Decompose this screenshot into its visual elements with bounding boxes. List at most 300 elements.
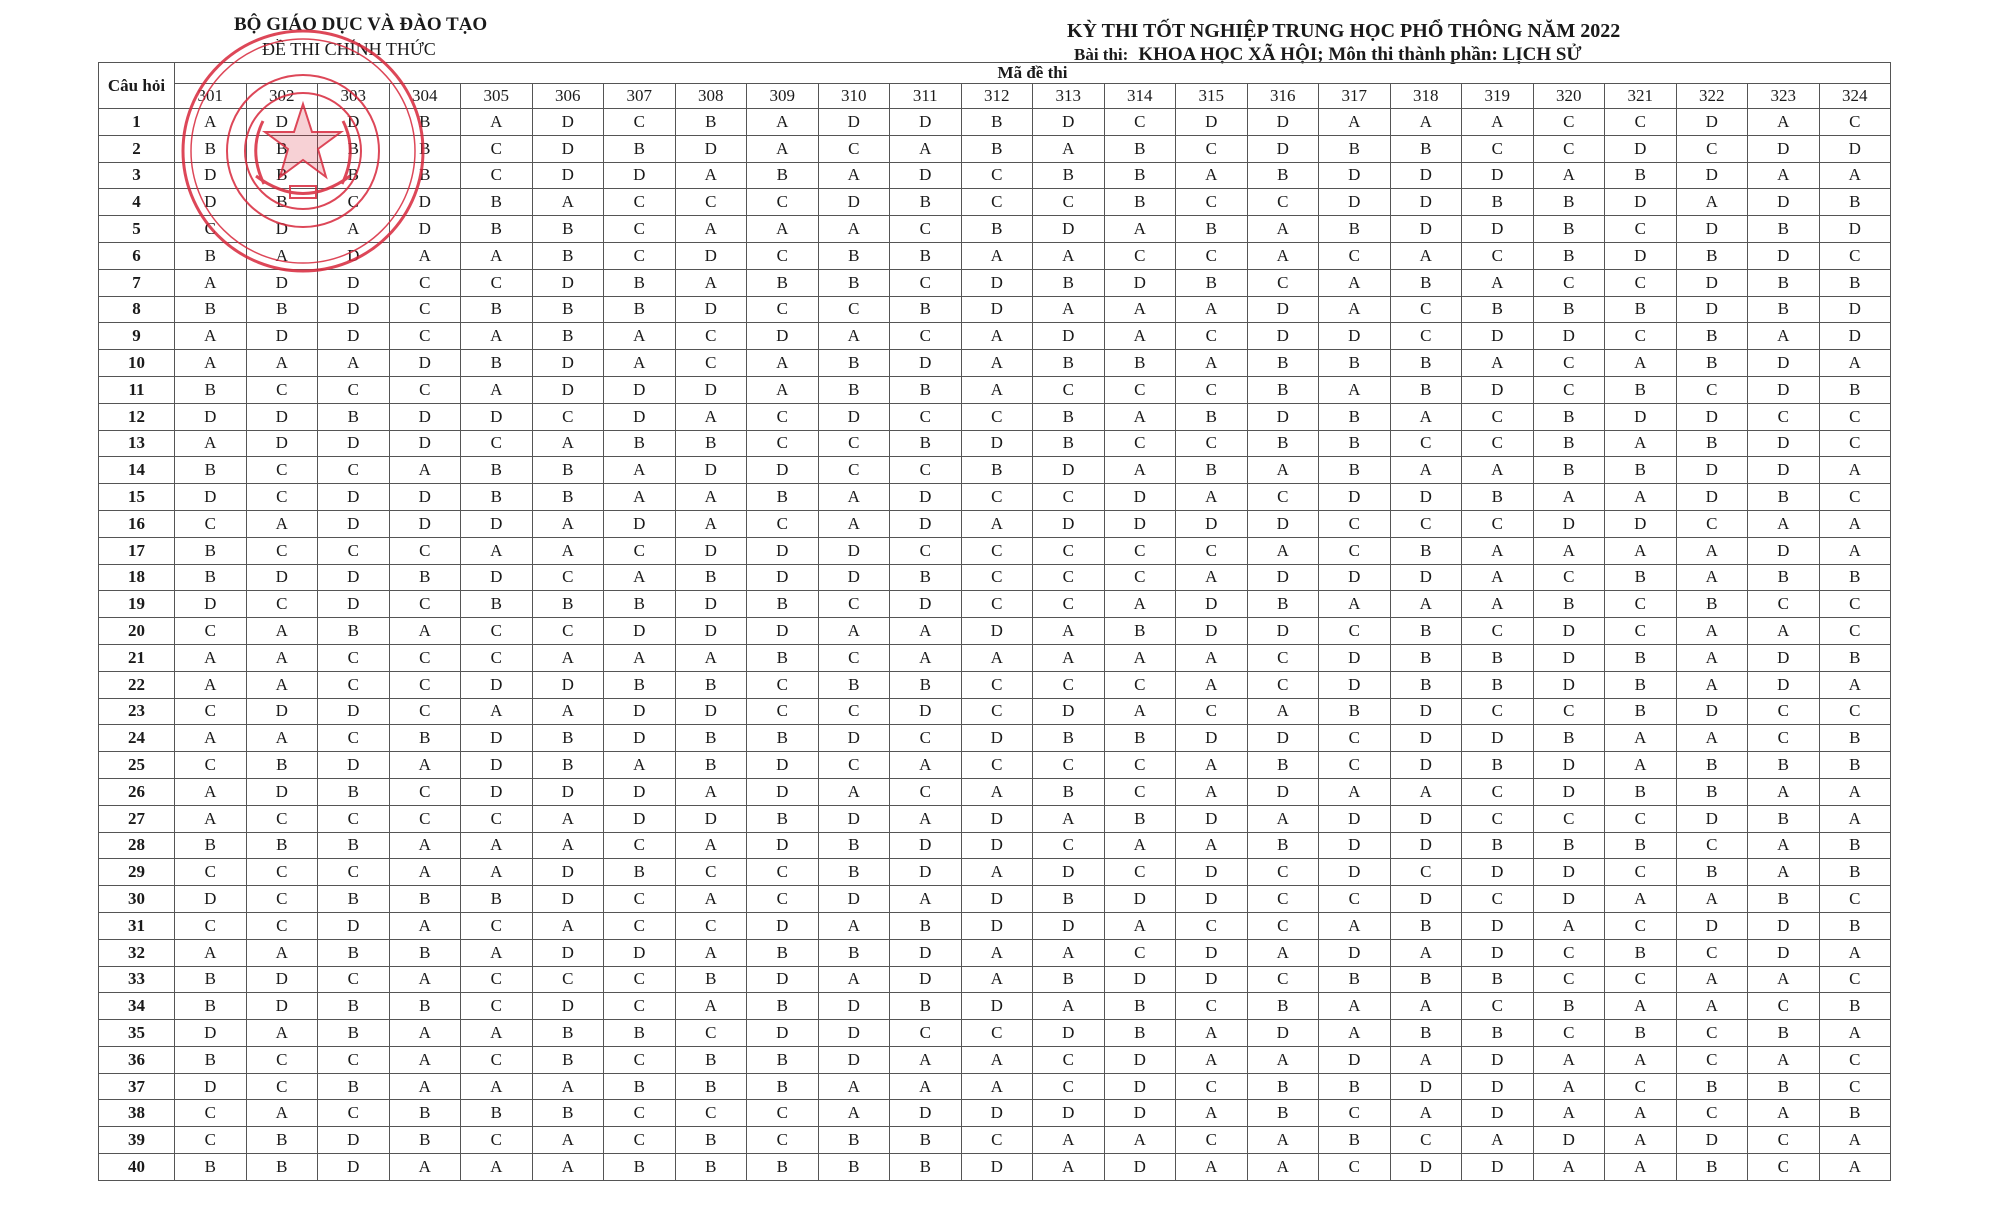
table-row	[99, 939, 1891, 966]
answer-cell: B	[175, 564, 247, 591]
answer-cell: A	[1748, 966, 1820, 993]
answer-cell: B	[1819, 912, 1891, 939]
answer-cell: A	[389, 832, 461, 859]
answer-cell: A	[389, 912, 461, 939]
answer-cell: B	[532, 591, 604, 618]
answer-cell: B	[747, 1046, 819, 1073]
answer-cell: A	[1605, 484, 1677, 511]
answer-cell: B	[1605, 457, 1677, 484]
answer-cell: B	[318, 1020, 390, 1047]
answer-cell: B	[1676, 778, 1748, 805]
question-number: 20	[99, 618, 175, 645]
answer-cell: D	[747, 618, 819, 645]
answer-cell: A	[532, 189, 604, 216]
answer-cell: C	[246, 1046, 318, 1073]
answer-cell: B	[1676, 591, 1748, 618]
answer-cell: D	[1819, 216, 1891, 243]
answer-cell: C	[318, 805, 390, 832]
answer-cell: B	[747, 162, 819, 189]
answer-cell: A	[532, 1073, 604, 1100]
answer-cell: A	[675, 939, 747, 966]
answer-cell: C	[1104, 564, 1176, 591]
answer-cell: A	[1676, 644, 1748, 671]
answer-cell: A	[1176, 484, 1248, 511]
answer-cell: A	[461, 832, 533, 859]
table-row	[99, 725, 1891, 752]
answer-cell: D	[461, 671, 533, 698]
answer-cell: D	[1390, 162, 1462, 189]
answer-cell: C	[604, 242, 676, 269]
answer-cell: B	[1319, 1073, 1391, 1100]
answer-cell: A	[461, 859, 533, 886]
answer-cell: C	[1748, 403, 1820, 430]
answer-cell: B	[604, 135, 676, 162]
answer-cell: B	[1748, 269, 1820, 296]
answer-cell: D	[1319, 189, 1391, 216]
answer-cell: A	[1533, 537, 1605, 564]
answer-cell: B	[675, 725, 747, 752]
answer-cell: B	[961, 216, 1033, 243]
question-number: 15	[99, 484, 175, 511]
answer-cell: D	[818, 403, 890, 430]
table-row	[99, 993, 1891, 1020]
answer-cell: B	[461, 1100, 533, 1127]
answer-cell: C	[1104, 859, 1176, 886]
answer-cell: C	[747, 510, 819, 537]
answer-cell: A	[675, 216, 747, 243]
answer-cell: B	[1462, 296, 1534, 323]
answer-cell: D	[604, 805, 676, 832]
answer-cell: D	[604, 510, 676, 537]
answer-cell: A	[461, 1020, 533, 1047]
answer-cell: A	[1533, 484, 1605, 511]
answer-cell: D	[747, 564, 819, 591]
answer-cell: C	[175, 216, 247, 243]
answer-cell: A	[1033, 939, 1105, 966]
question-number: 19	[99, 591, 175, 618]
answer-cell: C	[1462, 805, 1534, 832]
answer-cell: D	[532, 778, 604, 805]
answer-cell: B	[1462, 752, 1534, 779]
answer-cell: B	[1605, 376, 1677, 403]
answer-cell: C	[818, 296, 890, 323]
answer-cell: C	[604, 912, 676, 939]
answer-cell: D	[246, 966, 318, 993]
answer-cell: A	[961, 510, 1033, 537]
answer-cell: A	[604, 752, 676, 779]
answer-cell: A	[818, 510, 890, 537]
answer-cell: A	[1462, 537, 1534, 564]
answer-cell: A	[675, 993, 747, 1020]
answer-cell: D	[318, 591, 390, 618]
answer-cell: A	[1819, 671, 1891, 698]
answer-cell: D	[175, 886, 247, 913]
answer-cell: D	[747, 457, 819, 484]
answer-cell: A	[1390, 403, 1462, 430]
exam-code-306: 306	[532, 84, 604, 109]
question-number: 9	[99, 323, 175, 350]
exam-code-317: 317	[1319, 84, 1391, 109]
answer-cell: D	[1748, 242, 1820, 269]
answer-cell: C	[1247, 484, 1319, 511]
answer-cell: D	[318, 1127, 390, 1154]
answer-cell: D	[318, 242, 390, 269]
answer-cell: C	[461, 135, 533, 162]
answer-cell: A	[461, 537, 533, 564]
question-number: 40	[99, 1154, 175, 1181]
answer-cell: A	[1176, 644, 1248, 671]
answer-cell: B	[1033, 430, 1105, 457]
answer-cell: A	[675, 269, 747, 296]
answer-cell: A	[175, 323, 247, 350]
question-number: 32	[99, 939, 175, 966]
answer-cell: D	[961, 886, 1033, 913]
answer-cell: A	[961, 939, 1033, 966]
table-row	[99, 269, 1891, 296]
answer-cell: D	[1533, 778, 1605, 805]
table-row	[99, 135, 1891, 162]
answer-cell: B	[1533, 403, 1605, 430]
question-number: 4	[99, 189, 175, 216]
answer-cell: B	[747, 644, 819, 671]
answer-cell: A	[1104, 1127, 1176, 1154]
subject-text: KHOA HỌC XÃ HỘI; Môn thi thành phần: LỊCH SỬ	[1138, 44, 1582, 65]
answer-cell: B	[318, 403, 390, 430]
answer-cell: D	[1533, 510, 1605, 537]
answer-cell: D	[389, 510, 461, 537]
table-row	[99, 1073, 1891, 1100]
answer-cell: A	[389, 1046, 461, 1073]
exam-code-313: 313	[1033, 84, 1105, 109]
answer-cell: A	[246, 350, 318, 377]
answer-cell: A	[1104, 457, 1176, 484]
answer-cell: D	[1033, 323, 1105, 350]
question-number: 13	[99, 430, 175, 457]
answer-cell: D	[246, 216, 318, 243]
answer-cell: C	[1176, 242, 1248, 269]
answer-cell: B	[175, 242, 247, 269]
answer-cell: A	[246, 1100, 318, 1127]
answer-cell: B	[1462, 832, 1534, 859]
answer-cell: C	[961, 1127, 1033, 1154]
answer-cell: A	[1748, 1100, 1820, 1127]
answer-cell: B	[1104, 350, 1176, 377]
answer-cell: B	[1247, 430, 1319, 457]
question-number: 31	[99, 912, 175, 939]
answer-cell: D	[747, 1020, 819, 1047]
answer-cell: D	[818, 993, 890, 1020]
answer-cell: A	[1605, 1100, 1677, 1127]
answer-cell: C	[175, 618, 247, 645]
answer-cell: A	[675, 162, 747, 189]
answer-cell: C	[532, 966, 604, 993]
answer-cell: D	[890, 510, 962, 537]
answer-cell: C	[1176, 430, 1248, 457]
answer-cell: C	[1676, 510, 1748, 537]
answer-cell: B	[1033, 966, 1105, 993]
answer-cell: B	[1390, 269, 1462, 296]
answer-cell: D	[1748, 671, 1820, 698]
answer-cell: D	[1605, 403, 1677, 430]
answer-cell: B	[890, 376, 962, 403]
answer-cell: B	[1676, 752, 1748, 779]
answer-cell: A	[175, 644, 247, 671]
answer-cell: A	[1176, 1020, 1248, 1047]
answer-cell: C	[1319, 886, 1391, 913]
answer-cell: A	[1748, 1046, 1820, 1073]
answer-cell: C	[675, 189, 747, 216]
answer-cell: C	[175, 510, 247, 537]
answer-cell: B	[1533, 591, 1605, 618]
answer-cell: A	[961, 242, 1033, 269]
answer-cell: D	[818, 109, 890, 136]
answer-cell: A	[532, 805, 604, 832]
answer-cell: B	[1104, 162, 1176, 189]
answer-cell: D	[532, 939, 604, 966]
answer-cell: D	[890, 591, 962, 618]
answer-cell: A	[1390, 993, 1462, 1020]
answer-cell: D	[961, 832, 1033, 859]
answer-cell: A	[246, 618, 318, 645]
answer-cell: B	[1676, 430, 1748, 457]
answer-cell: C	[246, 859, 318, 886]
answer-cell: D	[1176, 510, 1248, 537]
answer-cell: C	[246, 1073, 318, 1100]
answer-cell: B	[1390, 537, 1462, 564]
answer-cell: B	[747, 725, 819, 752]
answer-cell: B	[389, 939, 461, 966]
answer-cell: A	[818, 323, 890, 350]
answer-cell: A	[890, 1046, 962, 1073]
answer-cell: C	[389, 698, 461, 725]
answer-cell: C	[1819, 966, 1891, 993]
answer-cell: B	[1819, 564, 1891, 591]
answer-cell: D	[1676, 296, 1748, 323]
answer-cell: D	[961, 1100, 1033, 1127]
answer-cell: D	[246, 403, 318, 430]
answer-cell: C	[1533, 966, 1605, 993]
answer-cell: D	[1390, 189, 1462, 216]
answer-cell: D	[1533, 644, 1605, 671]
answer-cell: B	[532, 484, 604, 511]
answer-cell: D	[675, 618, 747, 645]
answer-cell: A	[890, 644, 962, 671]
answer-cell: C	[747, 430, 819, 457]
question-number: 5	[99, 216, 175, 243]
answer-cell: A	[1104, 323, 1176, 350]
answer-cell: B	[1462, 644, 1534, 671]
answer-cell: D	[961, 993, 1033, 1020]
answer-cell: D	[1462, 162, 1534, 189]
table-row	[99, 403, 1891, 430]
answer-cell: A	[1819, 510, 1891, 537]
answer-cell: D	[1033, 698, 1105, 725]
answer-cell: B	[175, 376, 247, 403]
answer-cell: D	[747, 778, 819, 805]
answer-cell: A	[175, 109, 247, 136]
question-number: 17	[99, 537, 175, 564]
answer-cell: B	[1462, 1020, 1534, 1047]
table-row	[99, 778, 1891, 805]
answer-cell: C	[1748, 993, 1820, 1020]
answer-cell: D	[318, 296, 390, 323]
answer-cell: C	[461, 618, 533, 645]
answer-cell: D	[604, 618, 676, 645]
answer-cell: B	[1748, 296, 1820, 323]
exam-code-316: 316	[1247, 84, 1319, 109]
answer-cell: B	[1748, 1020, 1820, 1047]
answer-cell: D	[1390, 1073, 1462, 1100]
answer-cell: D	[1676, 457, 1748, 484]
answer-cell: D	[246, 993, 318, 1020]
answer-cell: A	[604, 484, 676, 511]
answer-cell: C	[318, 644, 390, 671]
question-number: 18	[99, 564, 175, 591]
answer-cell: A	[389, 1020, 461, 1047]
table-row	[99, 189, 1891, 216]
answer-cell: D	[1319, 939, 1391, 966]
answer-cell: B	[318, 993, 390, 1020]
answer-cell: C	[1605, 912, 1677, 939]
answer-cell: A	[1819, 162, 1891, 189]
answer-cell: C	[1247, 886, 1319, 913]
answer-cell: B	[1748, 886, 1820, 913]
answer-cell: D	[1390, 725, 1462, 752]
answer-cell: B	[818, 1127, 890, 1154]
answer-cell: B	[532, 1046, 604, 1073]
answer-cell: A	[604, 323, 676, 350]
answer-cell: C	[961, 537, 1033, 564]
table-row	[99, 671, 1891, 698]
answer-cell: B	[461, 296, 533, 323]
answer-cell: C	[461, 1046, 533, 1073]
answer-cell: B	[818, 1154, 890, 1181]
answer-cell: D	[389, 430, 461, 457]
answer-cell: D	[1390, 564, 1462, 591]
answer-cell: B	[604, 1154, 676, 1181]
answer-cell: D	[1104, 269, 1176, 296]
answer-cell: B	[532, 752, 604, 779]
answer-cell: B	[1176, 269, 1248, 296]
answer-cell: D	[1319, 484, 1391, 511]
answer-cell: B	[532, 457, 604, 484]
answer-cell: D	[961, 805, 1033, 832]
answer-cell: A	[961, 323, 1033, 350]
answer-cell: C	[604, 216, 676, 243]
answer-cell: D	[890, 859, 962, 886]
answer-cell: C	[1533, 376, 1605, 403]
answer-cell: D	[1104, 484, 1176, 511]
table-row	[99, 644, 1891, 671]
table-row	[99, 886, 1891, 913]
answer-cell: A	[1605, 430, 1677, 457]
answer-cell: A	[532, 510, 604, 537]
answer-cell: B	[604, 1020, 676, 1047]
answer-cell: D	[675, 698, 747, 725]
answer-cell: A	[1176, 162, 1248, 189]
answer-cell: C	[604, 109, 676, 136]
answer-cell: A	[389, 859, 461, 886]
answer-cell: B	[389, 162, 461, 189]
answer-cell: C	[1605, 216, 1677, 243]
answer-cell: D	[246, 323, 318, 350]
answer-cell: A	[1819, 778, 1891, 805]
question-number: 21	[99, 644, 175, 671]
answer-cell: B	[1748, 564, 1820, 591]
answer-cell: C	[675, 350, 747, 377]
answer-cell: D	[1104, 1100, 1176, 1127]
answer-cell: A	[961, 778, 1033, 805]
answer-cell: D	[1748, 457, 1820, 484]
answer-cell: B	[246, 832, 318, 859]
answer-cell: C	[1033, 671, 1105, 698]
answer-cell: D	[318, 269, 390, 296]
answer-cell: A	[1533, 1046, 1605, 1073]
answer-cell: B	[175, 832, 247, 859]
answer-cell: C	[961, 484, 1033, 511]
answer-cell: C	[1104, 430, 1176, 457]
answer-cell: D	[1676, 109, 1748, 136]
answer-cell: D	[1819, 323, 1891, 350]
answer-cell: A	[1748, 832, 1820, 859]
answer-cell: A	[675, 832, 747, 859]
answer-cell: B	[1033, 403, 1105, 430]
table-row	[99, 966, 1891, 993]
answer-cell: D	[246, 430, 318, 457]
official-exam-label: ĐỀ THI CHÍNH THỨC	[262, 39, 436, 59]
answer-cell: C	[1247, 269, 1319, 296]
answer-cell: C	[1319, 242, 1391, 269]
answer-cell: D	[1176, 725, 1248, 752]
answer-cell: C	[1676, 135, 1748, 162]
answer-cell: D	[1676, 484, 1748, 511]
answer-cell: D	[890, 698, 962, 725]
question-number: 11	[99, 376, 175, 403]
answer-cell: A	[890, 618, 962, 645]
answer-cell: C	[604, 993, 676, 1020]
answer-cell: D	[1104, 1046, 1176, 1073]
answer-cell: D	[532, 886, 604, 913]
answer-cell: D	[1676, 805, 1748, 832]
answer-cell: B	[1319, 457, 1391, 484]
answer-cell: C	[1676, 832, 1748, 859]
exam-code-304: 304	[389, 84, 461, 109]
exam-code-302: 302	[246, 84, 318, 109]
answer-cell: C	[961, 591, 1033, 618]
answer-cell: D	[318, 564, 390, 591]
answer-cell: C	[389, 323, 461, 350]
answer-cell: A	[246, 725, 318, 752]
exam-code-321: 321	[1605, 84, 1677, 109]
answer-cell: C	[961, 698, 1033, 725]
exam-code-311: 311	[890, 84, 962, 109]
answer-cell: A	[1533, 1100, 1605, 1127]
answer-cell: D	[1462, 725, 1534, 752]
answer-cell: D	[961, 269, 1033, 296]
answer-cell: B	[1390, 135, 1462, 162]
answer-cell: D	[675, 242, 747, 269]
question-number: 25	[99, 752, 175, 779]
answer-cell: A	[389, 1154, 461, 1181]
answer-cell: B	[175, 1154, 247, 1181]
question-number: 26	[99, 778, 175, 805]
answer-cell: C	[318, 859, 390, 886]
answer-cell: C	[1390, 323, 1462, 350]
answer-cell: A	[1533, 162, 1605, 189]
answer-cell: A	[175, 269, 247, 296]
answer-cell: C	[175, 752, 247, 779]
question-number: 23	[99, 698, 175, 725]
